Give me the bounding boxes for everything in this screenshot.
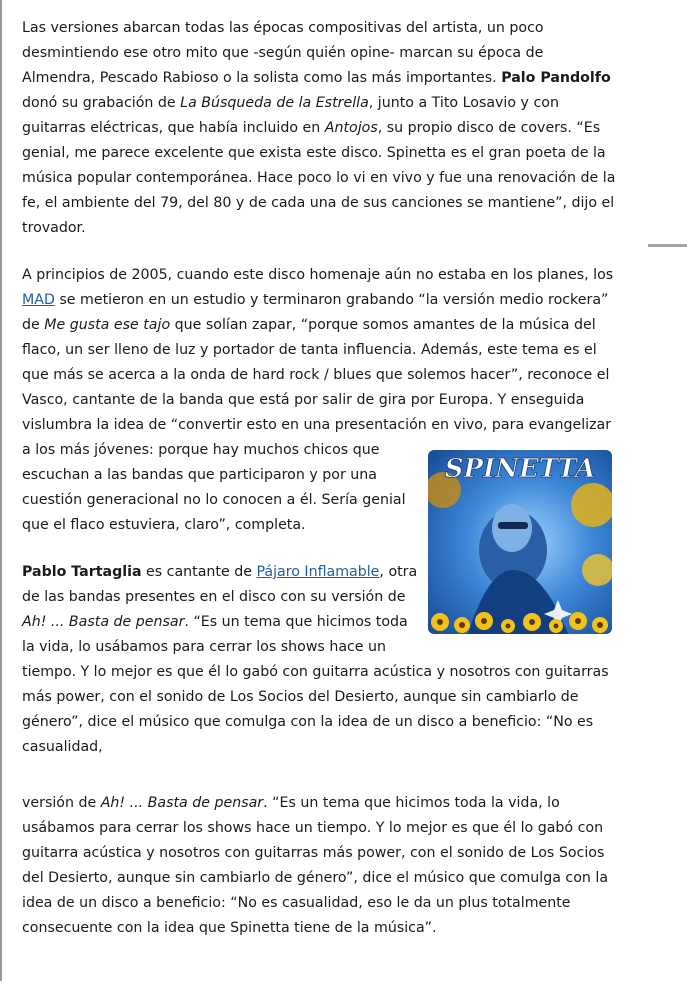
article-body [22,16,622,782]
name-palo-pandolfo: Palo Pandolfo [501,70,611,86]
text: A principios de 2005, cuando este disco homenaje aún no estaba en los planes, los [22,267,614,283]
text: , junto a Tito Losavio y con guitarras eléctricas, que había incluido en [22,95,559,136]
song-title: Ah! ... Basta de pensar [22,614,185,630]
song-title: La Búsqueda de la Estrella [180,95,369,111]
text: es cantante de [141,564,257,580]
album-cover [428,450,612,634]
text: , su propio disco de covers. “Es genial, me parece excelente que exista este disco. Spinetta es el gran poeta de la música popular contemporánea. Hace poco lo vi en vivo y fue una renovación de la fe, el ambiente del 79, del 80 y de cada una de sus canciones se mantiene”, dijo el trovador. [22,120,616,236]
cover-title: SPINETTA [444,454,596,484]
paragraph-fragment [22,791,622,941]
text: . “Es un tema que hicimos toda la vida, lo usábamos para cerrar los shows hace un tiempo. Y lo mejor es que él lo gabó con guitarra acústica y nosotros con guitarras más power, con el sonido de Los Socios del Desierto, aunque sin cambiarlo de género”, dice el músico que comulga con la idea de un disco a beneficio: “No es casualidad, eso le da un plus totalmente consecuente con la idea que Spinetta tiene de la música”. [22,795,609,936]
spinetta-cover-art [428,450,612,634]
song-title: Ah! ... Basta de pensar [100,795,264,811]
name-pablo-tartaglia: Pablo Tartaglia [22,564,142,580]
paragraph-versiones [22,16,622,241]
text: que solían zapar, “porque somos amantes de la música del flaco, un ser lleno de luz y portador de tanta influencia. Además, este tema es el que más se acerca a la onda de hard rock / blues que solemos hacer”, reconoce el Vasco, cantante de la banda que está por salir de gira por Europa. Y enseguida vislumbra la idea de “convertir esto en una presentación en vivo, para evangelizar a los más jóvenes: porque hay muchos chicos que escuchan a las bandas que participaron y por una cuestión generacional no lo conocen a él. Sería genial que el flaco estuviera, claro”, completa. [22,317,612,533]
text: . “Es un tema que hicimos toda la vida, lo usábamos para cerrar los shows hace un tiempo. Y lo mejor es que él lo gabó con guitarra acústica y nosotros con guitarras más power, con el sonido de Los Socios del Desierto, aunque sin cambiarlo de género”, dice el músico que comulga con la idea de un disco a beneficio: “No es casualidad, [22,614,609,755]
text: versión de [22,795,101,811]
fragment-left-border [0,769,2,981]
article-fragment [22,791,622,941]
mad-link[interactable]: MAD [22,292,55,308]
scroll-marker [648,244,687,247]
text: donó su grabación de [22,95,181,111]
album-title: Antojos [324,120,378,136]
song-title: Me gusta ese tajo [44,317,171,333]
text: Las versiones abarcan todas las épocas compositivas del artista, un poco desmintiendo ese otro mito que -según quién opine- marcan su época de Almendra, Pescado Rabioso o la solista como las más importantes. [22,20,544,86]
text: se metieron en un estudio y terminaron grabando “la versión medio rockera” de [22,292,609,333]
cover-wrap-spacer [621,16,622,450]
pajaro-inflamable-link[interactable]: Pájaro Inflamable [256,564,380,580]
text: , otra de las bandas presentes en el disco con su versión de [22,564,418,605]
